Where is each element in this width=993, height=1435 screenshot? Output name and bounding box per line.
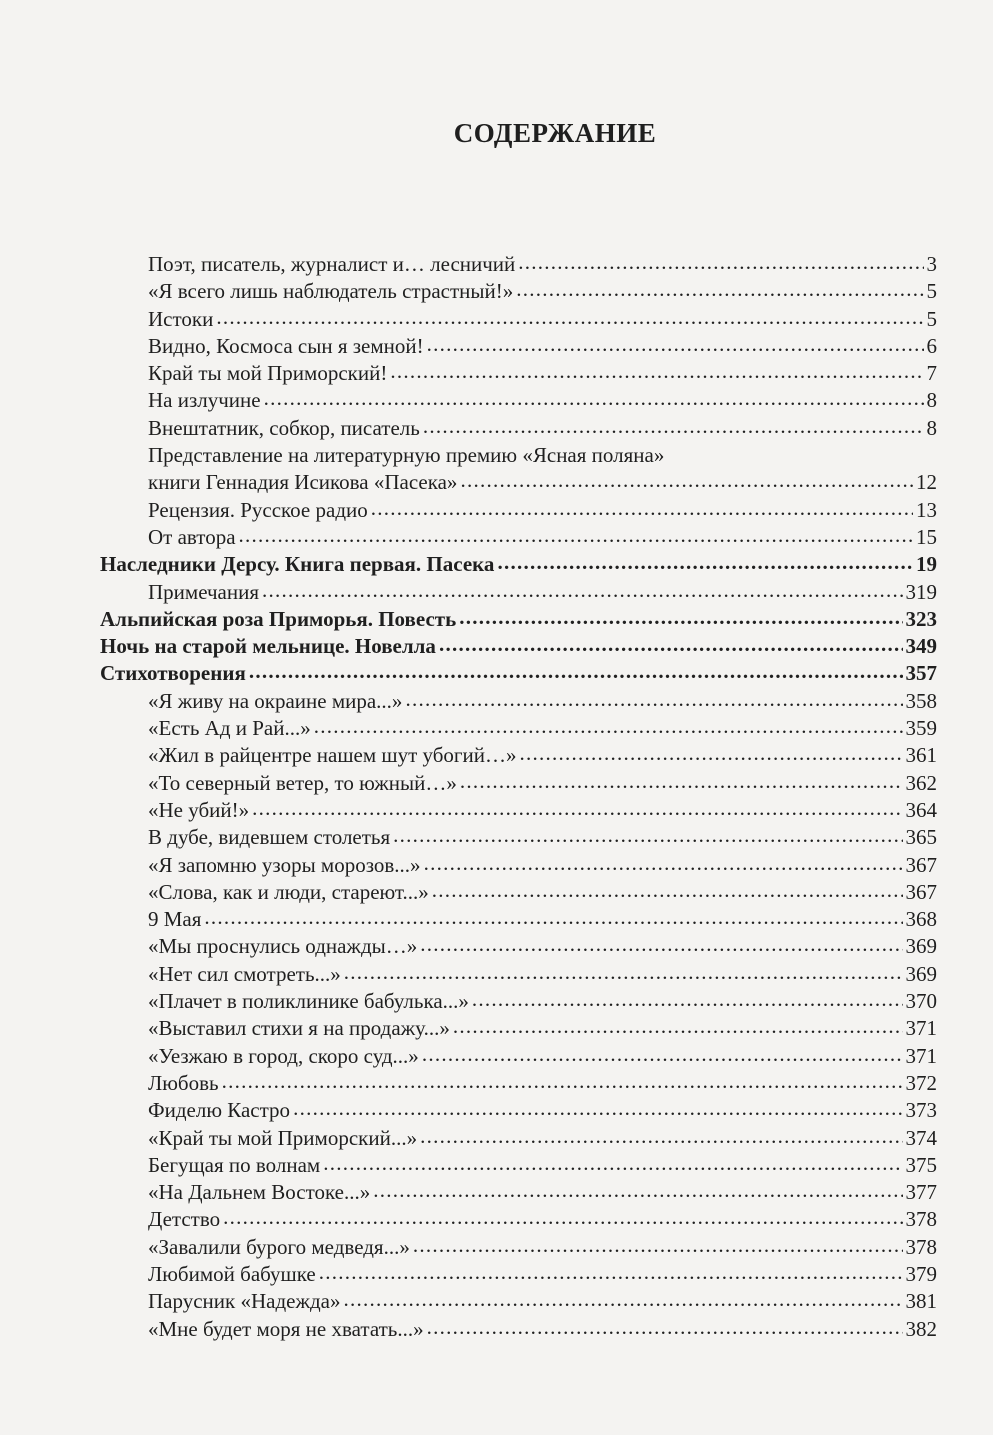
toc-entry-title: «Я запомню узоры морозов...» [148, 852, 421, 877]
toc-entry-title: Любовь [148, 1070, 219, 1095]
page-number: 8 [926, 388, 937, 413]
page-number: 378 [905, 1234, 937, 1259]
toc-entry-title: «Не убий!» [148, 797, 250, 822]
toc-entry [0, 1043, 993, 1070]
toc-entry-title: Видно, Космоса сын я земной! [148, 333, 424, 358]
toc-entry-title: Рецензия. Русское радио [148, 497, 368, 522]
page-number: 8 [926, 415, 937, 440]
page-number: 358 [905, 688, 937, 713]
toc-entry [0, 824, 993, 851]
toc-entry-title: книги Геннадия Исикова «Пасека» [148, 470, 458, 495]
dot-leader [460, 768, 903, 795]
dot-leader [216, 304, 923, 331]
page-number: 13 [916, 497, 937, 522]
page-number: 357 [905, 661, 937, 686]
toc-entry [0, 961, 993, 988]
toc-entry [0, 906, 993, 933]
page-number: 12 [916, 470, 937, 495]
page-number: 15 [916, 524, 937, 549]
page-number: 319 [905, 579, 937, 604]
page-number: 372 [905, 1070, 937, 1095]
toc-entry [0, 770, 993, 797]
dot-leader [432, 877, 903, 904]
toc-entry-title: В дубе, видевшем столетья [148, 825, 391, 850]
page-number: 361 [905, 743, 937, 768]
toc-entry-title: 9 Мая [148, 907, 202, 932]
dot-leader [420, 1123, 902, 1150]
toc-entry [0, 1097, 993, 1124]
page-number: 5 [926, 279, 937, 304]
toc-section [0, 606, 993, 633]
page-number: 19 [916, 552, 937, 577]
toc-entry-title: «Завалили бурого медведя...» [148, 1234, 410, 1259]
toc-entry-title: «На Дальнем Востоке...» [148, 1180, 371, 1205]
toc-entry [0, 442, 993, 497]
page-number: 323 [905, 606, 937, 631]
dot-leader [393, 822, 902, 849]
page-number: 367 [905, 879, 937, 904]
dot-leader [420, 931, 902, 958]
toc-entry [0, 1288, 993, 1315]
dot-leader [453, 1013, 903, 1040]
page-number: 369 [905, 934, 937, 959]
dot-leader [314, 713, 903, 740]
dot-leader [424, 850, 903, 877]
dot-leader [497, 549, 913, 576]
toc-entry-title: На излучине [148, 388, 261, 413]
toc-entry-title: Истоки [148, 306, 214, 331]
toc-entry [0, 306, 993, 333]
toc-entry [0, 1234, 993, 1261]
page-number: 5 [926, 306, 937, 331]
toc-entry-title: Ночь на старой мельнице. Новелла [100, 634, 436, 659]
toc-entry-title: Фиделю Кастро [148, 1098, 291, 1123]
page-number: 381 [905, 1289, 937, 1314]
page-number: 362 [905, 770, 937, 795]
toc-entry [0, 360, 993, 387]
toc-entry [0, 1125, 993, 1152]
toc-entry-title: «То северный ветер, то южный…» [148, 770, 457, 795]
page-number: 7 [926, 361, 937, 386]
page-number: 368 [905, 907, 937, 932]
toc-entry [0, 797, 993, 824]
toc-entry-title: Бегущая по волнам [148, 1152, 321, 1177]
page-number: 367 [905, 852, 937, 877]
dot-leader [249, 658, 903, 685]
toc-entry [0, 688, 993, 715]
page-number: 359 [905, 716, 937, 741]
toc-entry [0, 251, 993, 278]
toc-entry [0, 387, 993, 414]
toc-entry-title: Наследники Дерсу. Книга первая. Пасека [100, 552, 495, 577]
toc-entry [0, 579, 993, 606]
dot-leader [405, 686, 902, 713]
dot-leader [293, 1095, 902, 1122]
toc-entry-title: «Я всего лишь наблюдатель страстный!» [148, 279, 514, 304]
dot-leader [264, 385, 924, 412]
toc-section [0, 660, 993, 687]
page-number: 364 [905, 797, 937, 822]
dot-leader [222, 1068, 903, 1095]
toc-section [0, 633, 993, 660]
dot-leader [518, 249, 923, 276]
toc-entry [0, 852, 993, 879]
dot-leader [319, 1259, 903, 1286]
toc-entry-title: «Выставил стихи я на продажу...» [148, 1016, 450, 1041]
toc-entry [0, 1316, 993, 1343]
page-number: 370 [905, 989, 937, 1014]
toc-entry [0, 333, 993, 360]
toc-entry-title: Парусник «Надежда» [148, 1289, 341, 1314]
table-of-contents [0, 251, 993, 1343]
dot-leader [439, 631, 903, 658]
toc-entry [0, 415, 993, 442]
toc-entry-title: Примечания [148, 579, 260, 604]
dot-leader [343, 1286, 902, 1313]
toc-entry-title: «Я живу на окраине мира...» [148, 688, 403, 713]
toc-entry-title: Поэт, писатель, журналист и… лесничий [148, 252, 516, 276]
page-number: 379 [905, 1261, 937, 1286]
page-number: 6 [926, 333, 937, 358]
page-number: 377 [905, 1180, 937, 1205]
toc-entry-title: Край ты мой Приморский! [148, 361, 388, 386]
toc-entry-title: «Слова, как и люди, стареют...» [148, 879, 429, 904]
page-number: 373 [905, 1098, 937, 1123]
page-number: 365 [905, 825, 937, 850]
page-number: 382 [905, 1316, 937, 1341]
toc-entry-title: От автора [148, 524, 236, 549]
toc-entry-title: «Мне будет моря не хватать...» [148, 1316, 424, 1341]
toc-entry-title: «Жил в райцентре нашем шут убогий…» [148, 743, 517, 768]
dot-leader [204, 904, 902, 931]
page-title: СОДЕРЖАНИЕ [453, 118, 657, 148]
page-number: 3 [926, 252, 937, 276]
toc-entry-title: Стихотворения [100, 661, 246, 686]
dot-leader [520, 740, 903, 767]
dot-leader [472, 986, 903, 1013]
toc-entry [0, 1015, 993, 1042]
dot-leader [427, 1314, 903, 1341]
toc-entry-title: «Есть Ад и Рай...» [148, 716, 311, 741]
dot-leader [344, 959, 903, 986]
page-number: 369 [905, 961, 937, 986]
toc-entry-title: «Мы проснулись однажды…» [148, 934, 418, 959]
toc-entry-title-line1: Представление на литературную премию «Ясная поляна» [148, 443, 665, 468]
toc-entry-title: Детство [148, 1207, 221, 1232]
toc-entry-title: «Уезжаю в город, скоро суд...» [148, 1043, 419, 1068]
dot-leader [371, 495, 913, 522]
toc-entry [0, 1206, 993, 1233]
page-number: 371 [905, 1043, 937, 1068]
toc-entry [0, 1179, 993, 1206]
dot-leader [323, 1150, 902, 1177]
toc-entry-title: «Край ты мой Приморский...» [148, 1125, 418, 1150]
dot-leader [516, 276, 923, 303]
toc-entry [0, 879, 993, 906]
toc-entry [0, 933, 993, 960]
toc-entry [0, 278, 993, 305]
page-number: 375 [905, 1152, 937, 1177]
dot-leader [252, 795, 902, 822]
toc-entry-title: Любимой бабушке [148, 1261, 316, 1286]
dot-leader [373, 1177, 902, 1204]
dot-leader [239, 522, 913, 549]
toc-entry-title: Альпийская роза Приморья. Повесть [100, 606, 457, 631]
toc-section [0, 551, 993, 578]
toc-entry [0, 742, 993, 769]
page-number: 374 [905, 1125, 937, 1150]
toc-entry [0, 497, 993, 524]
dot-leader [459, 604, 902, 631]
dot-leader [460, 467, 913, 494]
page-number: 378 [905, 1207, 937, 1232]
dot-leader [423, 413, 924, 440]
toc-entry-title: «Нет сил смотреть...» [148, 961, 341, 986]
page-number: 371 [905, 1016, 937, 1041]
dot-leader [262, 577, 902, 604]
toc-entry [0, 988, 993, 1015]
dot-leader [427, 331, 924, 358]
dot-leader [422, 1041, 903, 1068]
toc-entry [0, 1261, 993, 1288]
toc-entry-title: Внештатник, собкор, писатель [148, 415, 420, 440]
toc-entry [0, 1070, 993, 1097]
toc-entry [0, 524, 993, 551]
dot-leader [413, 1232, 903, 1259]
toc-entry [0, 715, 993, 742]
dot-leader [223, 1204, 902, 1231]
toc-entry [0, 1152, 993, 1179]
page-number: 349 [905, 634, 937, 659]
dot-leader [390, 358, 923, 385]
toc-entry-title: «Плачет в поликлинике бабулька...» [148, 989, 469, 1014]
